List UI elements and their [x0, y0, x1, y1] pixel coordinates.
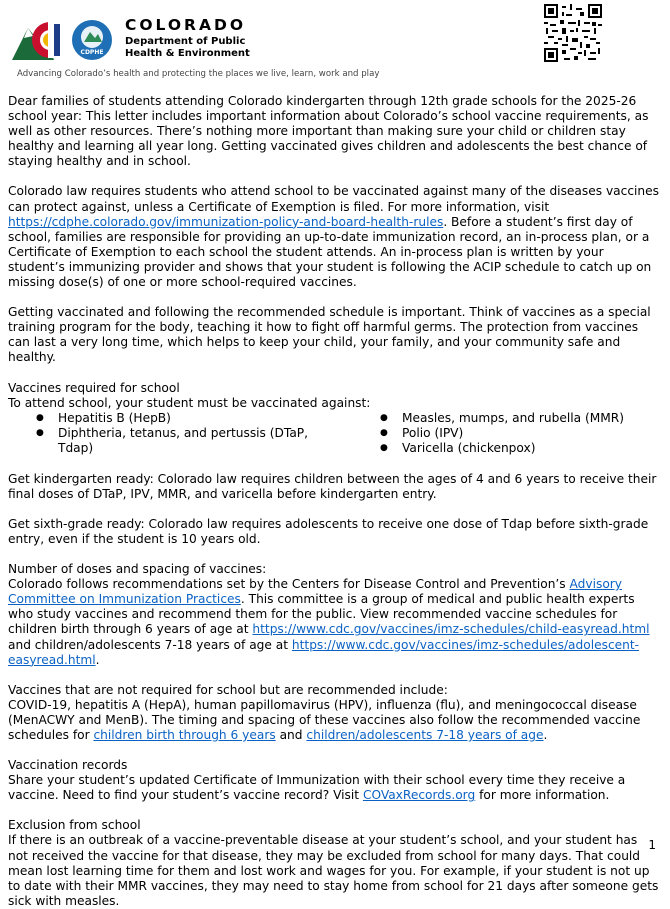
required-intro: To attend school, your student must be vaccinated against: — [8, 395, 371, 410]
dept-line-2: Health & Environment — [125, 47, 250, 59]
importance-paragraph: Getting vaccinated and following the recommended schedule is important. Think of vaccines as a special training program for the body, teaching it how to fight off harmful germs. The protection from vaccines can last a very long time, which helps to keep your child, your family, and your community safe and healthy. — [8, 305, 651, 365]
list-item: ● Varicella (chickenpox) — [380, 441, 660, 456]
exclusion-paragraph: If there is an outbreak of a vaccine-preventable disease at your student’s school, and your student has not received the vaccine for that disease, they may be excluded from school for many days. That could mean lost learning time for them and lost work and wages for you. For example, if your student is not up to date with their MMR vaccines, they may need to stay home from school for 21 days after someone gets sick with measles. — [8, 833, 659, 908]
child-schedule-link[interactable]: https://www.cdc.gov/vaccines/imz-schedules/child-easyread.html — [252, 622, 650, 637]
dept-line-1: Department of Public — [125, 36, 246, 47]
law-paragraph: Colorado law requires students who attend school to be vaccinated against many of the diseases vaccines can protect against, unless a Certificate of Exemption is filed. For more information, visit https://cdphe.colorado.gov/immunization-policy-and-board-health-rules. Before a student’s first day of school, families are responsible for providing an up-to-date immunization record, an in-process plan, or a Certificate of Exemption to each school the student attends. An in-process plan is written by your student’s immunizing provider and shows that your student is following the ACIP schedule to catch up on missing dose(s) of one or more school-required vaccines. — [8, 184, 659, 290]
doses-paragraph: Colorado follows recommendations set by the Centers for Disease Control and Prevention’s Advisory Committee on Immunization Practices. This committee is a group of medical and public health experts who study vaccines and recommend them for the public. View recommended vaccine schedules for children birth through 6 years of age at https://www.cdc.gov/vaccines/imz-schedules/child-easyread.html and children/adolescents 7-18 years of age at https://www.cdc.gov/vaccines/imz-schedules/adolescent-easyread.html. — [8, 577, 650, 667]
letter-body — [8, 94, 660, 909]
exclusion-heading: Exclusion from school — [8, 818, 141, 833]
required-heading: Vaccines required for school — [8, 380, 180, 395]
records-paragraph: Share your student’s updated Certificate of Immunization with their school every time they receive a vaccine. Need to find your student’s vaccine record? Visit COVaxRecords.org for more information. — [8, 773, 626, 803]
records-heading: Vaccination records — [8, 758, 128, 773]
list-item-continuation: Tdap) — [58, 440, 94, 455]
recommended-paragraph: COVID-19, hepatitis A (HepA), human papillomavirus (HPV), influenza (flu), and meningococcal disease (MenACWY and MenB). The timing and spacing of these vaccines also follow the recommended vaccine schedules for children birth through 6 years and children/adolescents 7-18 years of age. — [8, 697, 641, 742]
recommended-heading: Vaccines that are not required for school but are recommended include: — [8, 682, 448, 697]
kindergarten-paragraph: Get kindergarten ready: Colorado law requires children between the ages of 4 and 6 years to receive their final doses of DTaP, IPV, MMR, and varicella before kindergarten entry. — [8, 471, 657, 501]
page-header — [0, 0, 670, 90]
covaxrecords-link[interactable]: COVaxRecords.org — [362, 788, 476, 803]
list-item: ● Diphtheria, tetanus, and pertussis (DTaP, — [36, 426, 336, 441]
doses-heading: Number of doses and spacing of vaccines: — [8, 562, 267, 577]
children-schedule-link[interactable]: children birth through 6 years — [93, 728, 276, 742]
sixth-grade-paragraph: Get sixth-grade ready: Colorado law requires adolescents to receive one dose of Tdap before sixth-grade entry, even if the student is 10 years old. — [8, 516, 649, 546]
badge-text: CDPHE — [80, 49, 104, 56]
org-name: COLORADO — [125, 16, 247, 34]
intro-paragraph: Dear families of students attending Colorado kindergarten through 12th grade schools for the 2025-26 school year: This letter includes important information about Colorado’s school vaccine requirements, as well as other resources. There’s nothing more important than making sure your child or children stay healthy and learning all year long. Getting vaccinated gives children and adolescents the best chance of staying healthy and in school. — [8, 94, 649, 169]
list-item: ● Polio (IPV) — [380, 426, 660, 441]
agency-brand — [125, 17, 250, 59]
adolescents-schedule-link[interactable]: children/adolescents 7-18 years of age — [306, 728, 544, 742]
health-rules-link[interactable]: https://cdphe.colorado.gov/immunization-policy-and-board-health-rules — [8, 214, 444, 229]
acip-link[interactable]: Advisory Committee on Immunization Practices — [8, 577, 623, 607]
qr-code-icon — [544, 4, 602, 62]
colorado-logo-icon — [10, 14, 120, 64]
page-number: 1 — [648, 838, 656, 852]
tagline: Advancing Colorado’s health and protecting the places we live, learn, work and play — [17, 69, 380, 79]
adolescent-schedule-link[interactable]: https://www.cdc.gov/vaccines/imz-schedules/adolescent-easyread.html — [8, 637, 640, 667]
list-item: ● Hepatitis B (HepB) — [36, 411, 336, 426]
required-vaccine-list — [8, 411, 660, 457]
list-item: ● Measles, mumps, and rubella (MMR) — [380, 411, 660, 426]
